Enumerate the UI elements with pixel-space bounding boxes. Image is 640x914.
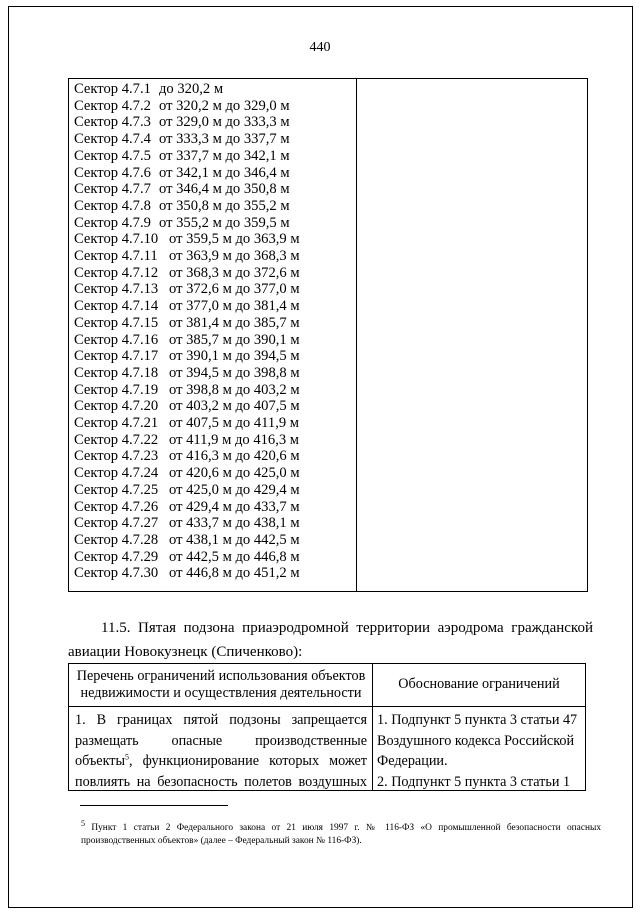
sector-row [74,548,300,565]
justification-line: Воздушного кодекса Российской [377,732,575,749]
sector-range: от 377,0 м до 381,4 м [169,298,300,315]
sector-name: Сектор 4.7.27 [74,515,159,532]
sector-name: Сектор 4.7.5 [74,147,151,164]
sector-range: от 394,5 м до 398,8 м [169,364,300,381]
sector-range: от 429,4 м до 433,7 м [169,498,300,515]
sector-row [74,298,300,315]
sector-range: от 425,0 м до 429,4 м [169,481,300,498]
sector-range: от 403,2 м до 407,5 м [169,398,300,415]
sector-row [74,281,300,298]
sector-row [74,431,300,448]
restriction-line-end: , функционирование которых может [129,753,367,769]
sector-range: от 420,6 м до 425,0 м [169,465,300,482]
sector-table [68,78,588,592]
sector-row [74,147,290,164]
sector-name: Сектор 4.7.23 [74,448,159,465]
sector-name: Сектор 4.7.11 [74,248,158,264]
footnote [81,818,602,848]
sector-name: Сектор 4.7.17 [74,348,159,365]
section-heading-line-1: 11.5. Пятая подзона приаэродромной территории аэродрома гражданской [101,620,593,636]
justification-line: 1. Подпункт 5 пункта 3 статьи 47 [377,712,578,728]
sector-name: Сектор 4.7.18 [74,364,159,381]
restriction-cell [75,710,367,791]
sector-range: от 368,3 м до 372,6 м [169,264,300,281]
sector-row [74,381,300,398]
sector-name: Сектор 4.7.7 [74,181,151,198]
sector-row [74,114,290,131]
sector-name: Сектор 4.7.25 [74,481,159,498]
sector-name: Сектор 4.7.20 [74,398,159,415]
sector-range: от 355,2 м до 359,5 м [159,214,290,231]
sector-row [74,264,300,281]
sector-name: Сектор 4.7.30 [74,565,159,582]
table-column-divider [372,664,373,790]
page-number: 440 [309,40,331,55]
sector-range: от 363,9 м до 368,3 м [169,248,300,264]
sector-range: от 411,9 м до 416,3 м [169,431,300,448]
sector-row [74,97,290,114]
sector-row [74,415,300,431]
sector-name: Сектор 4.7.21 [74,415,159,431]
sector-range: от 329,0 м до 333,3 м [159,114,290,131]
restriction-line: повлиять на безопасность полетов воздушных [75,773,367,790]
sector-range: от 346,4 м до 350,8 м [159,181,290,198]
sector-range: от 442,5 м до 446,8 м [169,548,300,565]
sector-range: от 359,5 м до 363,9 м [169,231,300,248]
sector-range: от 381,4 м до 385,7 м [169,314,300,331]
sector-row [74,231,300,248]
sector-row [74,197,290,214]
restriction-line: 1. В границах пятой подзоны запрещается [75,712,367,728]
sector-range: от 438,1 м до 442,5 м [169,531,300,548]
sector-row [74,214,290,231]
restrictions-table [68,663,586,791]
sector-name: Сектор 4.7.19 [74,381,159,398]
section-heading-line-2: авиации Новокузнецк (Спиченково): [68,644,303,660]
sector-row [74,164,290,181]
sector-name: Сектор 4.7.24 [74,465,159,482]
sector-name: Сектор 4.7.29 [74,548,159,565]
sector-range: от 333,3 м до 337,7 м [159,131,290,148]
sector-name: Сектор 4.7.16 [74,331,159,348]
sector-row [74,248,300,264]
sector-range: от 350,8 м до 355,2 м [159,197,290,214]
sector-range: от 342,1 м до 346,4 м [159,164,290,181]
sector-row [74,364,300,381]
sector-range: от 446,8 м до 451,2 м [169,565,300,582]
sector-row [74,515,300,532]
sector-name: Сектор 4.7.15 [74,314,159,331]
sector-range: от 320,2 м до 329,0 м [159,97,290,114]
sector-name: Сектор 4.7.12 [74,264,159,281]
sector-range: от 407,5 м до 411,9 м [169,415,300,431]
sector-name: Сектор 4.7.8 [74,197,151,214]
sector-row [74,448,300,465]
table-header-divider [69,706,585,707]
sector-range: от 385,7 м до 390,1 м [169,331,300,348]
footnote-line [81,818,602,835]
footnote-reference: 5 [125,752,130,762]
sector-name: Сектор 4.7.26 [74,498,159,515]
sector-row [74,481,300,498]
footnote-text: Пункт 1 статьи 2 Федерального закона от 21 июля 1997 г. № 116-ФЗ «О промышленной безопасности опасных [91,823,602,833]
sector-name: Сектор 4.7.22 [74,431,159,448]
header-restrictions: Перечень ограничений использования объектов недвижимости и осуществления деятельности [76,668,366,701]
restriction-line [75,751,367,772]
sector-name: Сектор 4.7.2 [74,97,151,114]
justification-cell [377,710,583,791]
sector-name: Сектор 4.7.6 [74,164,151,181]
table-column-divider [356,79,357,591]
sector-name: Сектор 4.7.28 [74,531,159,548]
footnote-separator [80,805,228,806]
sector-name: Сектор 4.7.4 [74,131,151,148]
sector-range: от 433,7 м до 438,1 м [169,515,300,532]
sector-row [74,331,300,348]
sector-row [74,465,300,482]
sector-row [74,565,300,582]
sector-range: от 337,7 м до 342,1 м [159,147,290,164]
sector-row [74,531,300,548]
sector-row [74,498,300,515]
restriction-line: размещать опасные производственные [75,732,367,749]
sector-row [74,81,224,97]
sector-row [74,131,290,148]
sector-range: от 390,1 м до 394,5 м [169,348,300,365]
sector-name: Сектор 4.7.3 [74,114,151,131]
sector-range: от 416,3 м до 420,6 м [169,448,300,465]
header-justification: Обоснование ограничений [398,676,560,692]
sector-row [74,348,300,365]
sector-name: Сектор 4.7.13 [74,281,159,298]
sector-name: Сектор 4.7.10 [74,231,159,248]
sector-range: до 320,2 м [159,81,224,97]
sector-name: Сектор 4.7.1 [74,81,151,97]
footnote-line: производственных объектов» (далее – Федеральный закон № 116-ФЗ). [81,836,362,846]
sector-row [74,398,300,415]
justification-line: 2. Подпункт 5 пункта 3 статьи 1 [377,773,571,790]
sector-row [74,314,300,331]
sector-name: Сектор 4.7.9 [74,214,151,231]
footnote-number: 5 [81,818,85,828]
sector-range: от 398,8 м до 403,2 м [169,381,300,398]
sector-name: Сектор 4.7.14 [74,298,159,315]
restriction-line-start: объекты [75,753,126,769]
sector-range: от 372,6 м до 377,0 м [169,281,300,298]
sector-row [74,181,290,198]
justification-line: Федерации. [377,753,448,769]
